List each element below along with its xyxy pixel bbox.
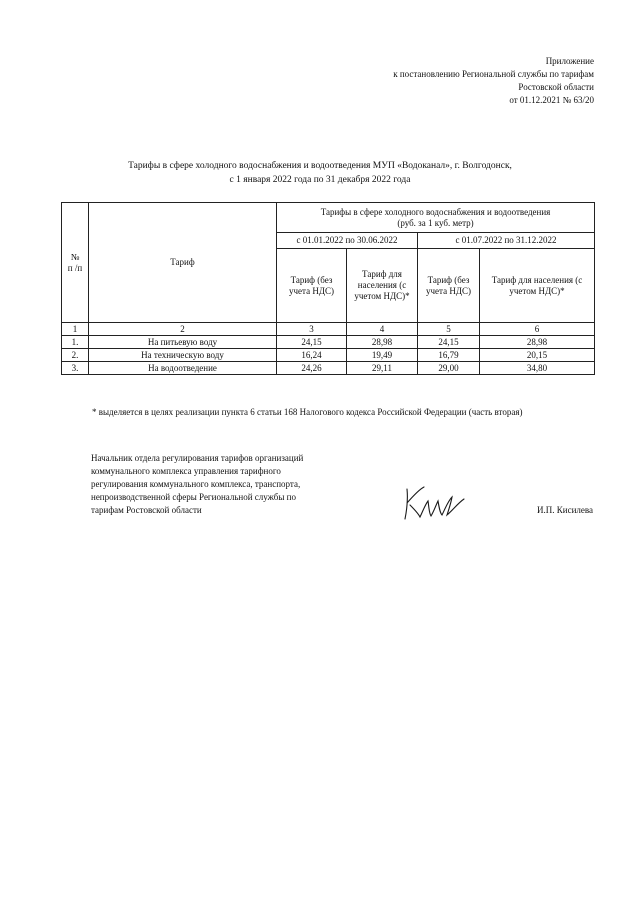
header-group-line: (руб. за 1 куб. метр) [397, 217, 474, 228]
footnote: * выделяется в целях реализации пункта 6 статьи 168 Налогового кодекса Российской Федерации (часть вторая) [92, 407, 523, 417]
row-name: На техническую воду [89, 349, 277, 362]
row-num: 2. [62, 349, 89, 362]
row-p1-vat: 19,49 [347, 349, 418, 362]
table-row [62, 362, 595, 375]
column-number: 6 [480, 323, 595, 336]
header-group-line: Тарифы в сфере холодного водоснабжения и водоотведения [320, 206, 551, 217]
row-p1-vat: 28,98 [347, 336, 418, 349]
header-num: № п /п [62, 203, 89, 323]
header-period-1: с 01.01.2022 по 30.06.2022 [277, 233, 418, 249]
row-p2-vat: 34,80 [480, 362, 595, 375]
column-number: 4 [347, 323, 418, 336]
title-line: Тарифы в сфере холодного водоснабжения и водоотведения МУП «Водоканал», г. Волгодонск, [128, 161, 512, 171]
table-row [62, 336, 595, 349]
row-p2-no-vat: 24,15 [418, 336, 480, 349]
row-p2-no-vat: 29,00 [418, 362, 480, 375]
header-period-2: с 01.07.2022 по 31.12.2022 [418, 233, 595, 249]
column-number: 1 [62, 323, 89, 336]
appendix-line: Приложение [545, 56, 594, 66]
handwritten-signature [398, 483, 472, 523]
title-line: с 1 января 2022 года по 31 декабря 2022 года [229, 175, 411, 185]
row-name: На водоотведение [89, 362, 277, 375]
row-num: 3. [62, 362, 89, 375]
header-no-vat: Тариф (без учета НДС) [418, 249, 480, 323]
column-number: 3 [277, 323, 347, 336]
header-pop-vat: Тариф для населения (с учетом НДС)* [347, 249, 418, 323]
header-no-vat: Тариф (без учета НДС) [277, 249, 347, 323]
row-name: На питьевую воду [89, 336, 277, 349]
signer-name: И.П. Кисилева [537, 505, 593, 515]
signer-line: коммунального комплекса управления тарифного [91, 466, 281, 476]
row-p2-vat: 20,15 [480, 349, 595, 362]
header-tariff: Тариф [89, 203, 277, 323]
signer-position [91, 452, 351, 517]
header-group [277, 203, 595, 233]
appendix-block [393, 55, 594, 107]
column-numbers-row [62, 323, 595, 336]
row-p1-no-vat: 24,15 [277, 336, 347, 349]
tariffs-table [61, 202, 595, 375]
signer-line: Начальник отдела регулирования тарифов организаций [91, 453, 304, 463]
column-number: 5 [418, 323, 480, 336]
appendix-line: от 01.12.2021 № 63/20 [509, 95, 594, 105]
table-row [62, 349, 595, 362]
appendix-line: Ростовской области [518, 82, 594, 92]
row-p1-no-vat: 16,24 [277, 349, 347, 362]
signer-line: тарифам Ростовской области [91, 505, 202, 515]
row-p2-no-vat: 16,79 [418, 349, 480, 362]
row-p1-no-vat: 24,26 [277, 362, 347, 375]
row-num: 1. [62, 336, 89, 349]
signer-line: регулирования коммунального комплекса, транспорта, [91, 479, 301, 489]
column-number: 2 [89, 323, 277, 336]
row-p1-vat: 29,11 [347, 362, 418, 375]
appendix-line: к постановлению Региональной службы по тарифам [393, 69, 594, 79]
document-title [0, 159, 640, 187]
signer-line: непроизводственной сферы Региональной службы по [91, 492, 296, 502]
row-p2-vat: 28,98 [480, 336, 595, 349]
header-pop-vat: Тариф для населения (с учетом НДС)* [480, 249, 595, 323]
